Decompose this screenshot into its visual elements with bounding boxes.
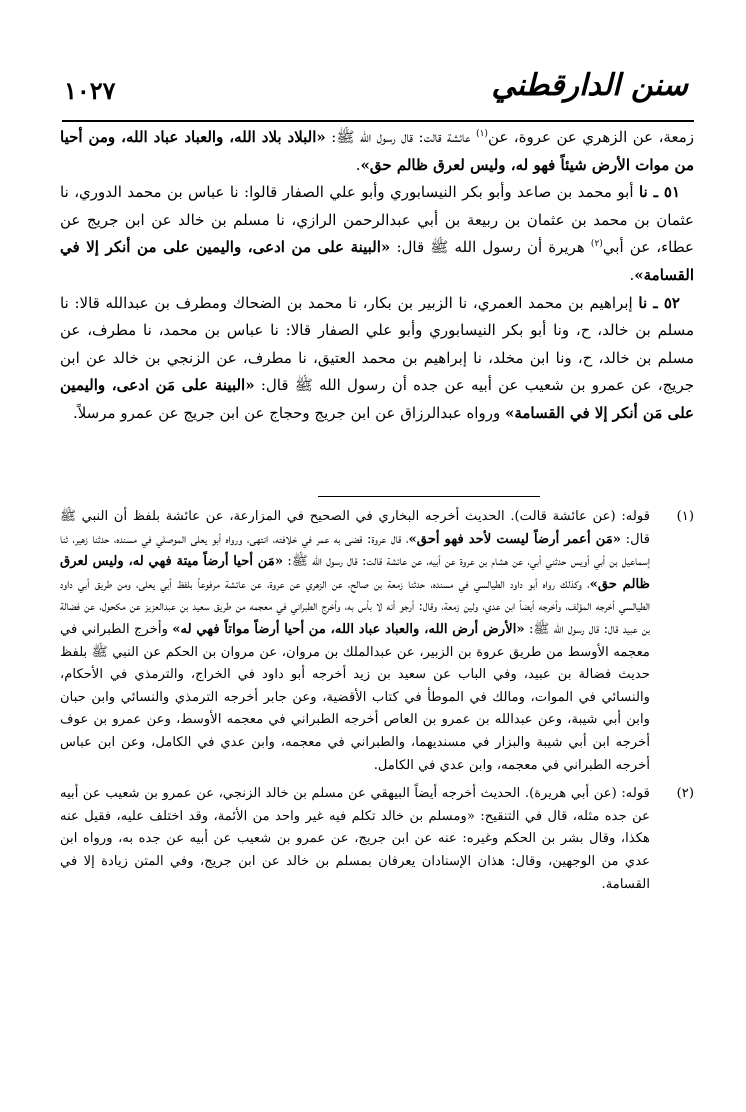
hadith-text: «البينة على مَن ادعى، واليمين على مَن أنكر إلا في القسامة» (60, 376, 694, 422)
text-run: . (629, 265, 635, 284)
text-run: عائشة قالت: قال رسول الله ﷺ: (325, 128, 477, 146)
paragraph-52 (60, 290, 694, 428)
narration-marker: نا (638, 293, 648, 312)
hadith-text: «البلاد بلاد الله، والعباد عباد الله، ومن أحيا من موات الأرض شيئاً فهو له، وليس لعرق ظالم حق» (60, 128, 694, 174)
hadith-number: ٥١ ـ (647, 183, 681, 202)
footnotes (60, 506, 694, 902)
text-run: قوله: (عن عائشة قالت). الحديث أخرجه البخاري في الصحيح في المزارعة، عن عائشة بلفظ أن النبي ﷺ قال: (60, 509, 651, 547)
footnote-label: (٢) (676, 786, 694, 802)
footnote-separator (318, 496, 540, 497)
paragraph-51 (60, 179, 694, 289)
text-run: ، قال عروة: قضى به عمر في خلافته، انتهى، ورواه أبو يعلى الموصلي في مسنده، حدثنا زهير، ثنا إسماعيل بن أبي أويس حدثني أبي، عن هشام بن عروة عن أبيه، عن عائشة قالت: قال رسول الله ﷺ: (60, 531, 650, 570)
text-run: إبراهيم بن محمد العمري، نا الزبير بن بكار، نا محمد بن الضحاك ومطرف بن عبدالله قالا: نا مسلم بن خالد، ح، ونا أبو بكر النيسابوري وأبو علي الصفار قالا: نا عباس بن محمد، نا مطرف، عن مسلم بن خالد، ح، ونا ابن مخلد، نا إبراهيم بن محمد العتيق، نا مطرف، عن الزنجي بن خالد عن ابن جريج، عن عمرو بن شعيب عن أبيه عن جده أن رسول الله ﷺ قال: (60, 293, 694, 395)
footnote-ref-1: (١) (476, 129, 488, 139)
main-text (60, 124, 694, 428)
text-run: قوله: (عن أبي هريرة). الحديث أخرجه أيضاً البيهقي عن مسلم بن خالد الزنجي، عن عمرو بن شعيب عن أبيه عن جده مثله، قال في التنقيح: «ومسلم بن خالد تكلم فيه غير واحد من الأئمة، وقد اختلف عليه، فقيل عنه هكذا، وقال بشر بن الحكم وغيره: عنه عن ابن جريج، عن عمرو بن شعيب عن أبيه عن جده به، ورواه ابن عدي من الوجهين، وقال: هذان الإسنادان يعرفان بمسلم بن خالد عن ابن جريج، وفي المتن زيادة إلا في القسامة. (60, 786, 650, 892)
text-run: ، وكذلك رواه أبو داود الطيالسي في مسنده، حدثنا زمعة بن صالح، عن الزهري عن عروة، عن عائشة مرفوعاً بلفظ أبي يعلى، ومن طريق أبي داود الطيالسي أخرجه المؤلف، وأخرجه أيضاً ابن عدي، ولين زمعة، وقال: أرجو أنه لا بأس به، وأخرج الطبراني في معجمه من طريق سعيد بن عبدالعزيز عن مكحول، عن فضالة بن عبيد قال: قال رسول الله ﷺ: (60, 576, 650, 637)
footnote-label: (١) (676, 509, 694, 524)
header-rule (62, 120, 694, 122)
text-run: هريرة أن رسول الله ﷺ قال: (390, 238, 591, 257)
quoted-hadith: «الأرض أرض الله، والعباد عباد الله، من أحيا أرضاً مواتاً فهي له» (172, 621, 525, 637)
book-title: سنن الدارقطني (491, 68, 688, 103)
quoted-hadith: «مَن أحيا أرضاً ميتة فهي له، وليس لعرق ظالم حق» (60, 554, 650, 592)
footnote-ref-2: (٢) (590, 239, 603, 250)
narration-marker: نا (638, 183, 648, 202)
text-run: ورواه عبدالرزاق عن ابن جريج وحجاج عن ابن جريج عن عمرو مرسلاً. (72, 403, 505, 422)
hadith-text: «البينة على من ادعى، واليمين على من أنكر إلا في القسامة» (60, 238, 694, 284)
footnote-2 (60, 783, 694, 896)
footnote-1 (60, 506, 694, 777)
paragraph-continuation (60, 124, 694, 179)
text-run: زمعة، عن الزهري عن عروة، عن (487, 128, 694, 146)
text-run: وأخرج الطبراني في معجمه الأوسط من طريق عروة بن الزبير، عن عبدالملك بن مروان، عن مروان بن الحكم عن النبي ﷺ بلفظ حديث فضالة بن عبيد، وفي الباب عن سعيد بن زيد أخرجه أبو داود في الخراج، والترمذي في الأحكام، والنسائي في الموات، ومالك في الموطأ في كتاب الأقضية، وعن جابر أخرجه الترمذي والنسائي وابن حبان وابن أبي شيبة، وعن عبدالله بن عمرو بن العاص أخرجه الطبراني في معجمه الأوسط، وعن عمرو بن عوف أخرجه ابن أبي شيبة والبزار في مسنديهما، والطبراني في معجمه، وابن عدي في الكامل، وعن ابن عباس أخرجه الطبراني في معجمه، وابن عدي في الكامل. (60, 621, 650, 773)
page-number: ١٠٢٧ (64, 76, 116, 105)
quoted-hadith: «مَن أعمر أرضاً ليست لأحد فهو أحق» (408, 531, 622, 547)
text-run: . (355, 155, 361, 174)
hadith-number: ٥٢ ـ (647, 293, 680, 312)
page-header (60, 68, 694, 118)
text-run: أبو محمد بن صاعد وأبو بكر النيسابوري وأبو علي الصفار قالوا: نا عباس بن محمد الدوري، نا عثمان بن محمد بن عثمان بن ربيعة بن أبي عبدالرحمن الرازي، نا مسلم بن خالد عن ابن جريج عن عطاء، عن أبي (60, 183, 694, 257)
